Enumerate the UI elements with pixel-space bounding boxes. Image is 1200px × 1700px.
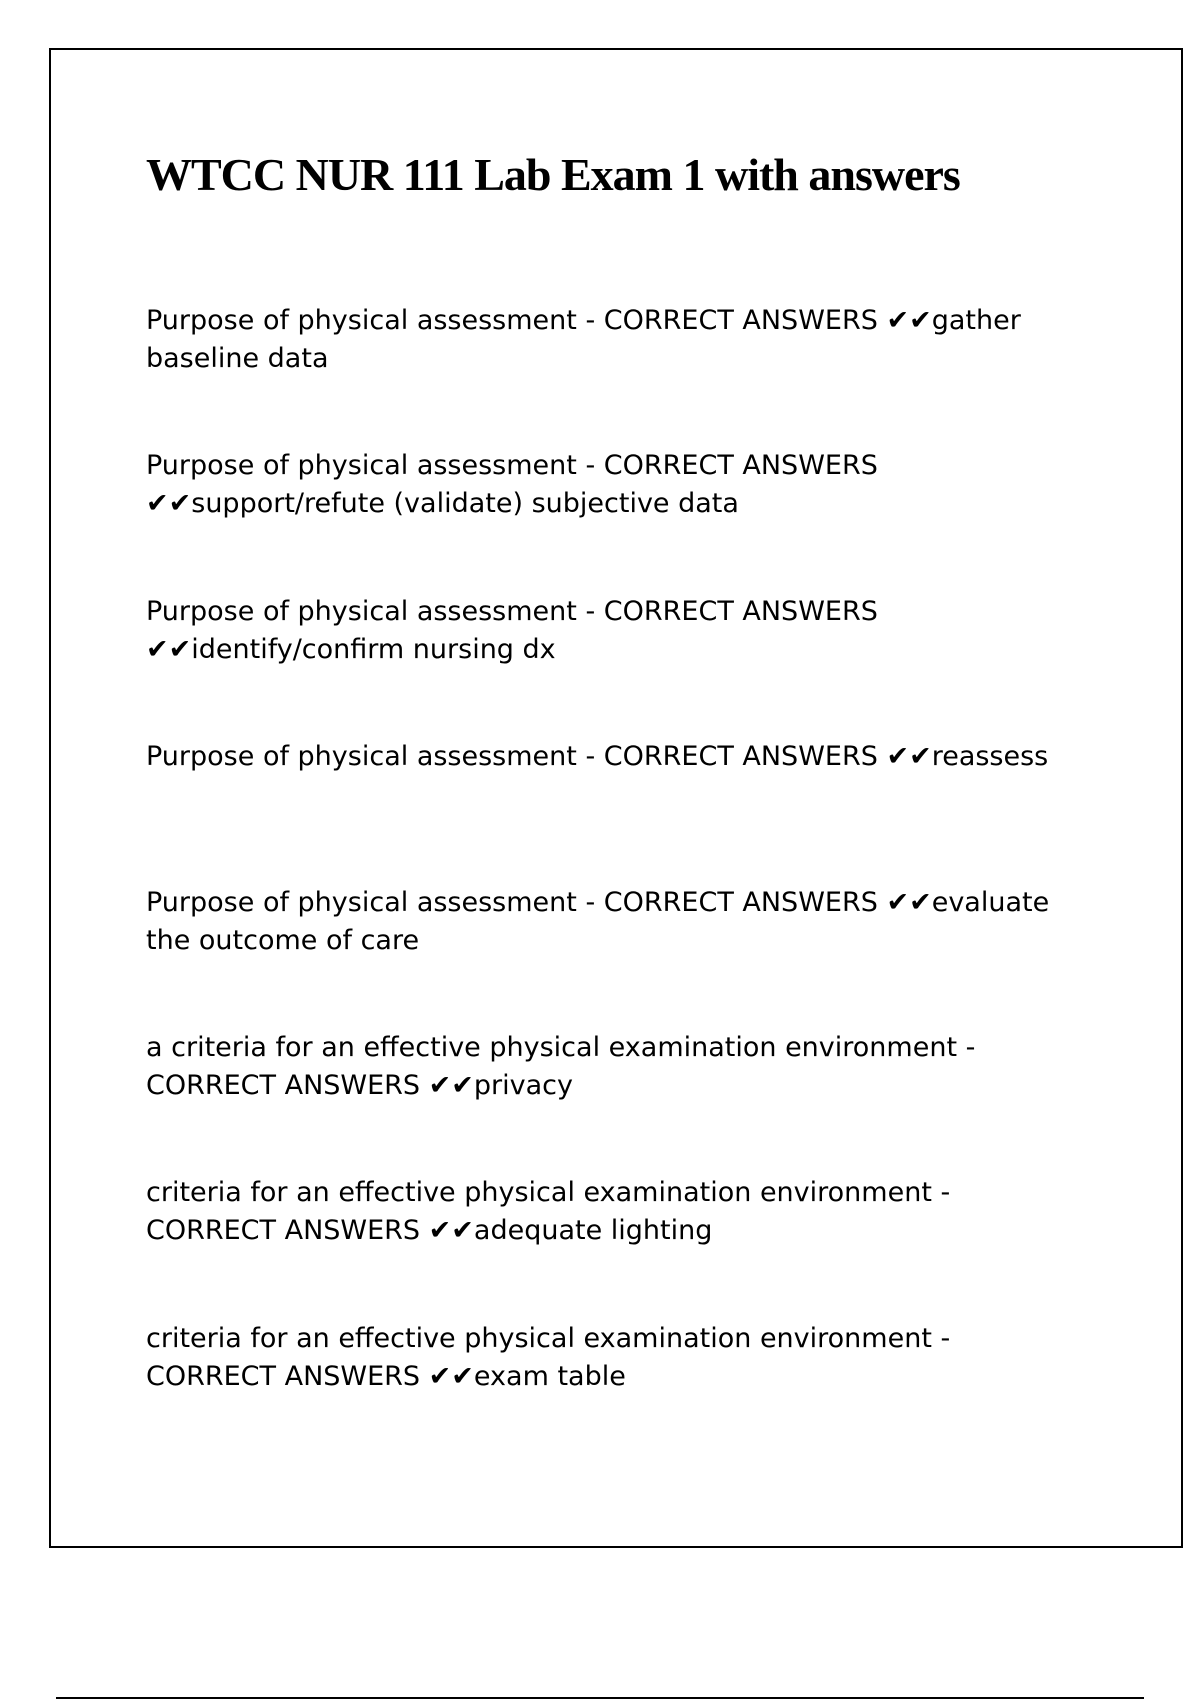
answer-text: privacy	[473, 1069, 574, 1101]
qa-item	[146, 593, 1086, 738]
answer-label: CORRECT ANSWERS	[603, 886, 878, 918]
answer-label: CORRECT ANSWERS	[146, 1360, 421, 1392]
separator: -	[931, 1177, 951, 1209]
question-text: Purpose of physical assessment	[146, 305, 577, 336]
check-marks: ✔✔	[877, 886, 932, 918]
answer-text: evaluate the outcome of care	[146, 886, 1050, 956]
check-marks: ✔✔	[420, 1215, 474, 1247]
answer-text: identify/confirm nursing dx	[191, 633, 556, 665]
separator: -	[576, 595, 604, 627]
qa-item	[146, 1174, 1086, 1319]
separator: -	[957, 1031, 976, 1063]
qa-item	[146, 302, 1086, 447]
answer-label: CORRECT ANSWERS	[603, 741, 878, 773]
qa-item	[146, 884, 1086, 1029]
answer-label: CORRECT ANSWERS	[603, 595, 878, 627]
check-marks: ✔✔	[146, 633, 192, 665]
answer-label: CORRECT ANSWERS	[146, 1215, 421, 1247]
answer-text: exam table	[473, 1360, 626, 1392]
separator: -	[576, 741, 604, 773]
question-text: criteria for an effective physical examination environment	[146, 1177, 932, 1209]
question-text: Purpose of physical assessment	[146, 886, 577, 918]
separator: -	[576, 450, 604, 482]
answer-text: reassess	[931, 741, 1049, 773]
check-marks: ✔✔	[877, 305, 932, 336]
answer-text: gather baseline data	[146, 305, 1021, 374]
answer-text: support/refute (validate) subjective data	[191, 488, 739, 520]
answer-label: CORRECT ANSWERS	[603, 450, 878, 482]
qa-item	[146, 447, 1086, 592]
qa-item	[146, 1029, 1086, 1174]
check-marks: ✔✔	[420, 1360, 474, 1392]
question-text: Purpose of physical assessment	[146, 450, 577, 482]
question-text: criteria for an effective physical examination environment	[146, 1322, 932, 1354]
check-marks: ✔✔	[420, 1069, 474, 1101]
qa-list	[146, 302, 1086, 1465]
question-text: Purpose of physical assessment	[146, 741, 577, 773]
separator: -	[931, 1322, 951, 1354]
answer-label: CORRECT ANSWERS	[146, 1069, 421, 1101]
question-text: a criteria for an effective physical examination environment	[146, 1031, 958, 1063]
check-marks: ✔✔	[877, 741, 932, 773]
qa-item	[146, 738, 1086, 883]
qa-item	[146, 1320, 1086, 1465]
document-title: WTCC NUR 111 Lab Exam 1 with answers	[146, 149, 960, 200]
bottom-rule	[56, 1697, 1144, 1699]
answer-text: adequate lighting	[473, 1215, 713, 1247]
check-marks: ✔✔	[146, 488, 192, 520]
separator: -	[576, 305, 604, 336]
answer-label: CORRECT ANSWERS	[603, 305, 878, 336]
separator: -	[576, 886, 604, 918]
question-text: Purpose of physical assessment	[146, 595, 577, 627]
